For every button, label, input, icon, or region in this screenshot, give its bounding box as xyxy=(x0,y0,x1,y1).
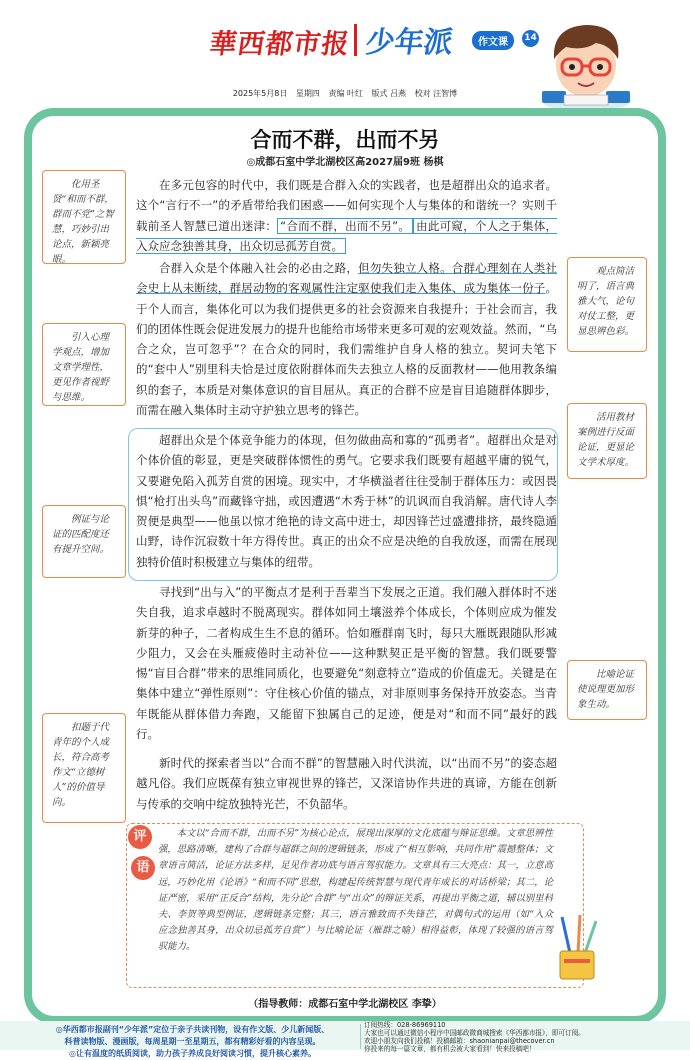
side-note-4: 活用教材案例进行反面论证，更显论文学术厚度。 xyxy=(567,403,647,479)
brand-logo: 少年派 xyxy=(363,25,456,59)
side-note-2: 观点简洁明了，语言典雅大气，论句对仗工整，更显思辨色彩。 xyxy=(567,257,647,352)
masthead-divider xyxy=(354,24,357,56)
argument-1-claim: 合群入众是个体融入社会的必由之路， xyxy=(159,261,359,275)
submission-invite: 你投来的每一篇文章，都有机会被大家看到！快来投稿吧！ xyxy=(364,1045,536,1053)
column-badge: 作文课 xyxy=(472,31,514,50)
pen-holder-icon xyxy=(552,913,602,983)
article-title: 合而不群，出而不另 xyxy=(250,127,440,152)
footer-promo xyxy=(30,1024,355,1060)
thesis-explanation: 由此可窥，个人之于集体，入众应念独善其身，出众切忌孤芳自赏。 xyxy=(136,218,558,253)
issue-editor: 责编 叶红 xyxy=(328,89,363,98)
review-badge-ping: 评 xyxy=(128,825,152,849)
subscription-hotline: 订阅热线：028-86969110 xyxy=(364,1021,446,1029)
masthead xyxy=(0,0,690,108)
paragraph-argument-1 xyxy=(136,258,557,420)
side-note-7: 扣题于代青年的个人成长，符合高考作文“立德树人”的价值导向。 xyxy=(42,713,126,823)
footer-promo-line-3: ◎让有温度的纸质阅读，助力孩子养成良好阅读习惯，提升核心素养。 xyxy=(69,1049,316,1058)
side-note-6: 比喻论证使说理更加形象生动。 xyxy=(567,660,647,720)
article-author: ◎成都石室中学北湖校区高2027届9班 杨棋 xyxy=(246,157,444,168)
teacher-credit: （指导教师：成都石室中学北湖校区 李挚） xyxy=(248,999,442,1010)
footer-divider xyxy=(360,1024,361,1049)
paper-name-logo: 華西都市报 xyxy=(207,29,352,60)
issue-number: 14 xyxy=(522,30,539,47)
thesis-quote: “合而不群，出而不另”。 xyxy=(277,218,413,234)
paragraph-conclusion: 新时代的探索者当以“合而不群”的智慧融入时代洪流，以“出而不另”的姿态超越凡俗。我们应既葆有独立审视世界的锋芒，又深谙协作共进的真谛，方能在创新与传承的交响中绽放独特光芒，不负韶华。 xyxy=(136,756,557,811)
argument-1-body: 。于个人而言，集体化可以为我们提供更多的社会资源来自我提升；于社会而言，我们的团体性既会促进发展力的提升也能给市场带来更多可观的宏观效益。然而，“乌合之众，岂可忽乎”？在合众的同时，我们需维护自身人格的独立。契诃夫笔下的“套中人”别里科夫恰是过度依附群体而失去独立人格的反面教材——他用教条编织的套子，本质是对集体意识的盲目屈从。真正的合群不应是盲目追随群体脚步，而需在融入集体时主动守护独立思考的锋芒。 xyxy=(136,281,557,418)
issue-date: 2025年5月8日 xyxy=(232,89,288,98)
argument-1-underline: 但勿失独立人格 xyxy=(358,261,441,275)
mascot-boy-icon xyxy=(540,15,632,110)
issue-proofreader: 校对 汪智博 xyxy=(414,89,458,98)
subscription-wechat: 大家也可以通过微信小程序中国邮政微商城搜索《华西都市报》，即可订阅。 xyxy=(364,1029,585,1037)
paragraph-argument-3: 寻找到“出与入”的平衡点才是利于吾辈当下发展之正道。我们融入群体时不迷失自我，追求卓越时不脱离现实。群体如同土壤滋养个体成长，个体则应成为催发新芽的种子，二者构成生生不息的循环。恰如雁群南飞时，每只大雁既跟随队形减少阻力，又会在头雁疲倦时主动补位——这种默契正是平衡的智慧。我们既要警惕“盲目合群”带来的思维同质化，也要避免“刻意特立”造成的价值虚无。关键是在集体中建立“弹性原则”：守住核心价值的锚点，对非原则事务保持开放姿态。当青年既能从群体借力奔跑，又能留下独属自己的足迹，便是对“和而不同”最好的践行。 xyxy=(136,585,557,742)
submission-email: 欢迎小朋友向我们投稿！投稿邮箱：shaonianpai@thecover.cn xyxy=(364,1037,555,1045)
intro-text: 在多元包容的时代中，我们既是合群入众的实践者，也是超群出众的追求者。这个“言行不一”的矛盾带给我们困惑——如何实现个人与集体的和谐统一？实则千载前圣人智慧已道出迷津： xyxy=(136,178,557,233)
review-text: 本文以“合而不群，出而不另”为核心论点，展现出深厚的文化底蕴与辩证思维。文章思辨性强，思路清晰，建构了合群与超群之间的逻辑链条，形成了“相互影响，共同作用”震撼整体；文章语言简洁，论证方法多样，足见作者功底与语言驾驭能力。文章具有三大亮点：其一，立意高远，巧妙化用《论语》“和而不同”思想，构建起传统智慧与现代青年成长的对话桥梁；其二，论证严密，采用“正反合”结构，先分论“合群”与“出众”的辩证关系，再提出平衡之道，辅以别里科夫、李贺等典型例证，逻辑链条完整；其三，语言雅致而不失锋芒，对偶句式的运用（如“入众应念独善其身，出众切忌孤芳自赏”）与比喻论证（雁群之喻）相得益彰，体现了较强的语言驾驭能力。 xyxy=(158,828,553,953)
footer-contact xyxy=(364,1021,664,1053)
footer-promo-line-1: ◎华西都市报副刊“少年派”定位于亲子共读刊物，设有作文版、少儿新闻版、 xyxy=(55,1025,330,1034)
side-note-1: 化用圣贤“和而不群，群而不党”之智慧，巧妙引出论点，新颖亮眼。 xyxy=(42,170,126,264)
review-badge-yu: 语 xyxy=(131,856,155,880)
issue-weekday: 星期四 xyxy=(295,89,320,98)
issue-designer: 版式 吕燕 xyxy=(371,89,407,98)
argument-1-evidence: 。合群心理刻在人类社会史上从未断续，群居动物的客观属性注定驱使我们走入集体、成为集体一份子 xyxy=(136,261,558,296)
paragraph-argument-2: 超群出众是个体竞争能力的体现，但勿做曲高和寡的“孤勇者”。超群出众是对个体价值的彰显，更是突破群体惯性的勇气。它要求我们既要有超越平庸的锐气，又要避免陷入孤芳自赏的困境。现实中，才华横溢者往往受制于群体压力：或因畏惧“枪打出头鸟”而藏锋守拙，或因遭遇“木秀于林”的讥讽而自我消解。唐代诗人李贺便是典型——他虽以惊才绝艳的诗文高中进士，却因锋芒过盛遭排挤，最终隐遁山野，诗作沉寂数十年方得传世。真正的出众不应是决绝的自我放逐，而需在展现独特价值时积极建立与集体的纽带。 xyxy=(136,433,557,569)
paragraph-intro xyxy=(136,175,557,256)
side-note-3: 引入心理学观点，增加文章学理性，更见作者视野与思维。 xyxy=(42,323,126,406)
side-note-5: 例证与论证的匹配度还有提升空间。 xyxy=(42,505,126,578)
footer-promo-line-2: 科普读物版、漫画版，每周星期一至星期五，都有精彩好看的内容呈现。 xyxy=(64,1037,321,1046)
